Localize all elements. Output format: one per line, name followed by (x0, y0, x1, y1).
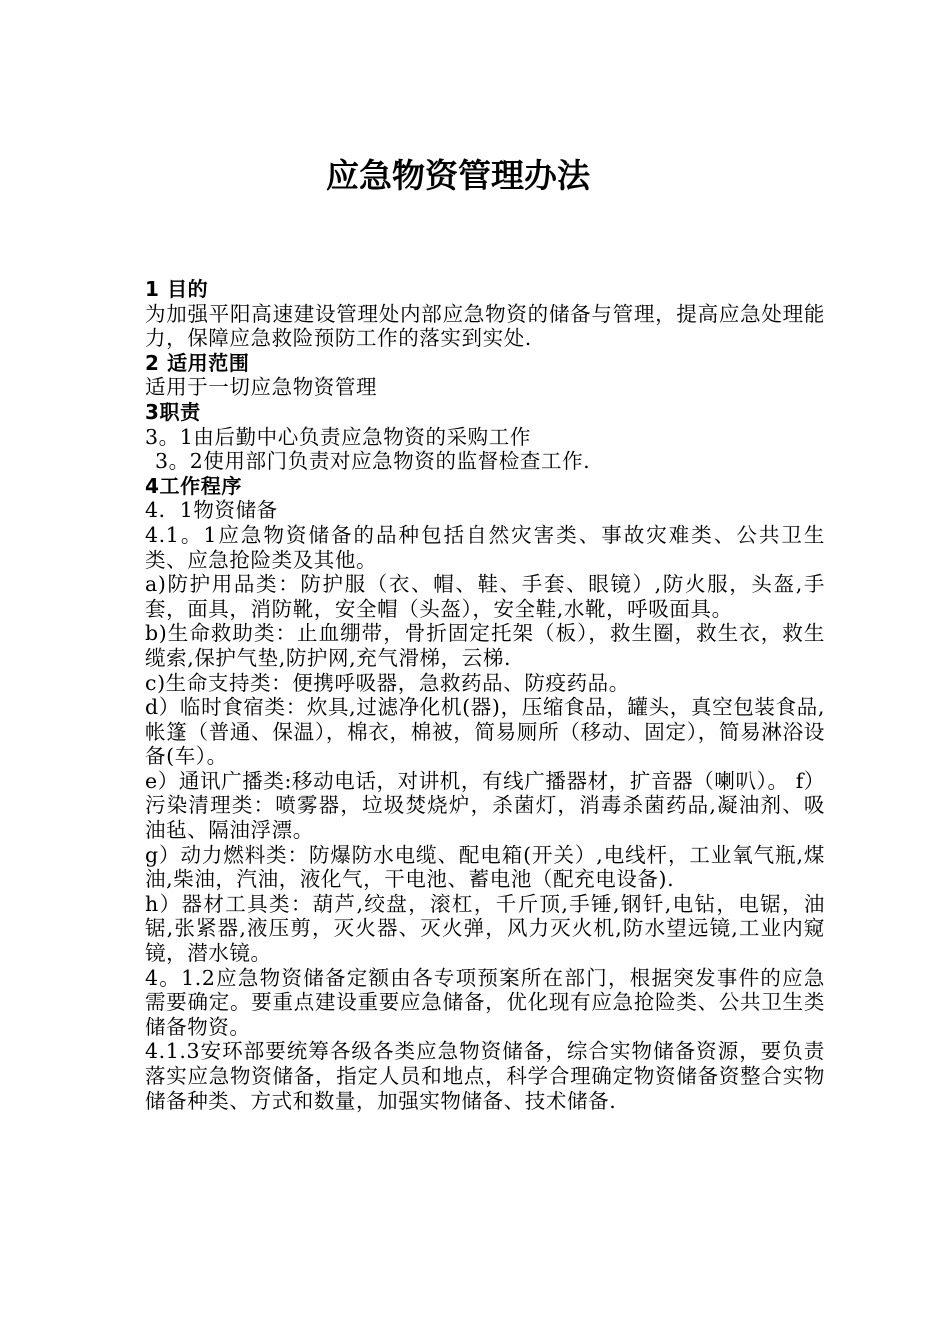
section-heading: 2 适用范围 (145, 350, 250, 375)
paragraph: e）通讯广播类:移动电话，对讲机，有线广播器材，扩音器（喇叭）。 f）污染清理类：喷雾器，垃圾焚烧炉，杀菌灯，消毒杀菌药品,凝油剂、吸油毡、隔油浮漂。 (145, 768, 825, 843)
paragraph: 4.1。1应急物资储备的品种包括自然灾害类、事故灾难类、公共卫生类、应急抢险类及其他。 (145, 522, 825, 572)
section-heading: 1 目的 (145, 277, 209, 301)
paragraph: 3。2使用部门负责对应急物资的监督检查工作. (155, 449, 591, 474)
paragraph: g）动力燃料类：防爆防水电缆、配电箱(开关）,电线杆，工业氧气瓶,煤油,柴油，汽油，液化气，干电池、蓄电池（配充电设备). (145, 842, 825, 892)
document-title: 应急物资管理办法 (326, 156, 590, 195)
document-body (145, 277, 825, 1113)
paragraph: 4．1物资储备 (145, 498, 278, 523)
paragraph: c)生命支持类：便携呼吸器，急救药品、防疫药品。 (145, 670, 630, 695)
paragraph: 4。1.2应急物资储备定额由各专项预案所在部门，根据突发事件的应急需要确定。要重点建设重要应急储备，优化现有应急抢险类、公共卫生类储备物资。 (145, 965, 825, 1039)
paragraph: b)生命救助类：止血绷带，骨折固定托架（板），救生圈，救生衣，救生缆索,保护气垫,防护网,充气滑梯，云梯. (145, 621, 825, 670)
paragraph: 为加强平阳高速建设管理处内部应急物资的储备与管理，提高应急处理能力，保障应急救险预防工作的落实到实处. (145, 301, 825, 351)
section-heading: 3职责 (145, 399, 201, 424)
paragraph: h）器材工具类：葫芦,绞盘，滚杠，千斤顶,手锤,钢钎,电钻，电锯，油锯,张紧器,液压剪，灭火器、灭火弹，风力灭火机,防水望远镜,工业内窥镜，潜水镜。 (145, 891, 825, 966)
paragraph: 3。1由后勤中心负责应急物资的采购工作 (145, 424, 531, 449)
section-heading: 4工作程序 (145, 473, 242, 498)
paragraph: d）临时食宿类：炊具,过滤净化机(器)，压缩食品，罐头，真空包装食品,帐篷（普通、保温），棉衣，棉被，简易厕所（移动、固定），简易淋浴设备(车）。 (145, 695, 825, 769)
paragraph: 适用于一切应急物资管理 (145, 375, 378, 400)
paragraph: a)防护用品类：防护服（衣、帽、鞋、手套、眼镜）,防火服，头盔,手套，面具，消防靴，安全帽（头盔），安全鞋,水靴，呼吸面具。 (145, 572, 825, 621)
paragraph: 4.1.3安环部要统筹各级各类应急物资储备，综合实物储备资源，要负责落实应急物资储备，指定人员和地点，科学合理确定物资储备资整合实物储备种类、方式和数量，加强实物储备、技术储备. (145, 1039, 825, 1113)
